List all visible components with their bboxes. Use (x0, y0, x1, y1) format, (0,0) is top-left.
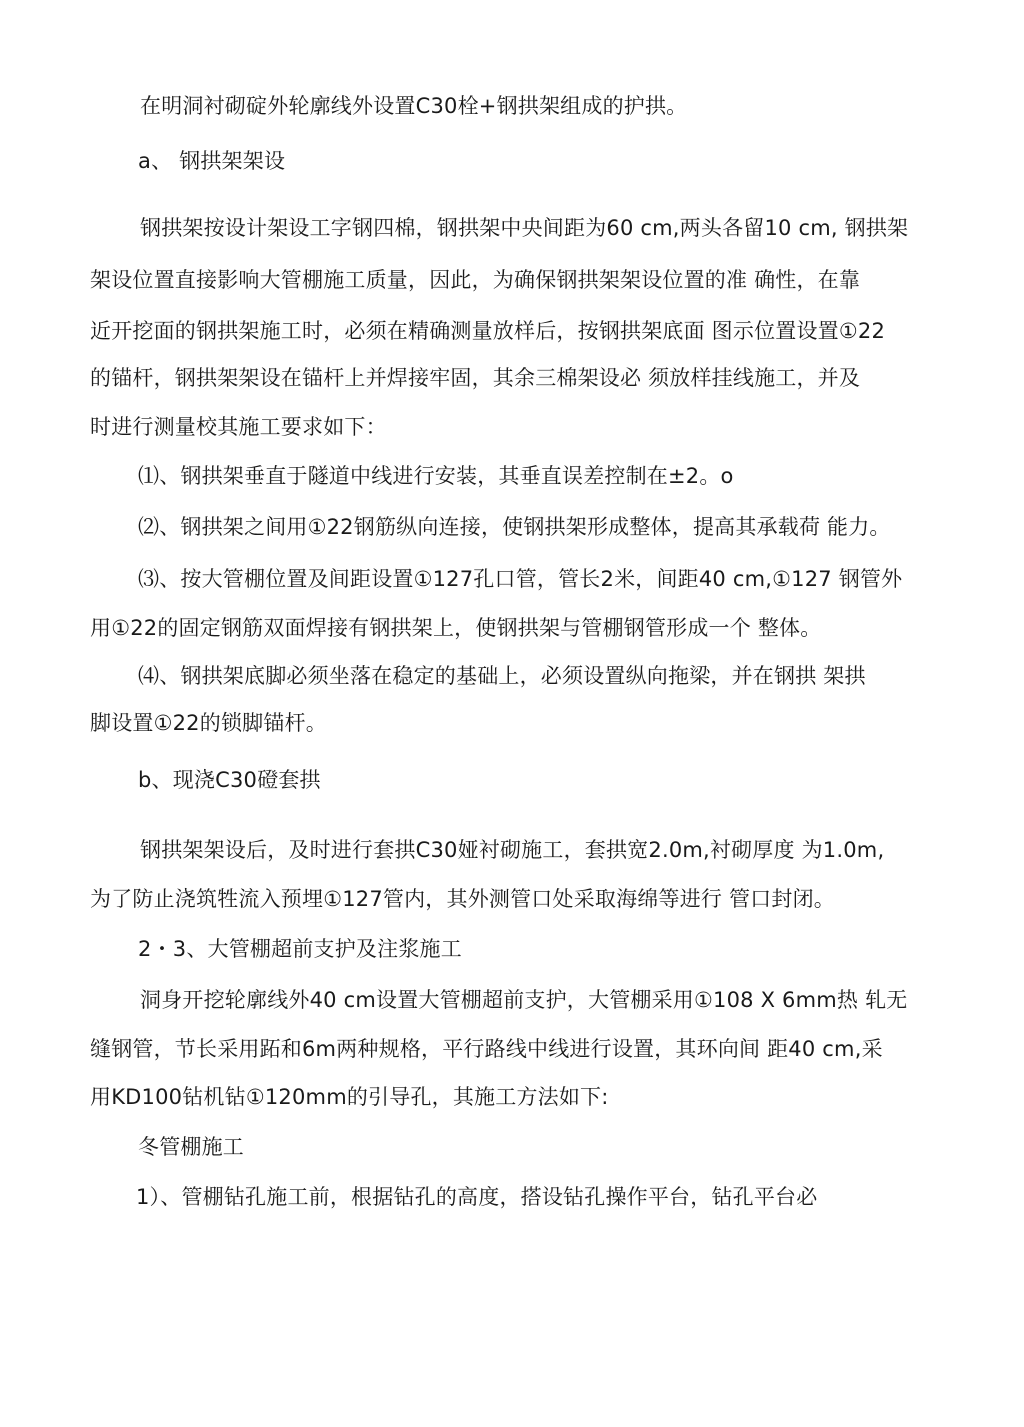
text-line: 用①22的固定钢筋双面焊接有钢拱架上，使钢拱架与管棚钢管形成一个 整体。 (90, 616, 822, 640)
text-line: 为了防止浇筑牲流入预埋①127管内，其外测管口处采取海绵等进行 管口封闭。 (90, 887, 835, 911)
text-line: 缝钢管，节长采用跖和6m两种规格，平行路线中线进行设置，其环向间 距40 cm,采 (90, 1037, 883, 1061)
subsection-heading: 冬管棚施工 (138, 1135, 244, 1159)
text-line: 的锚杆，钢拱架架设在锚杆上并焊接牢固，其余三棉架设必 须放样挂线施工，并及 (90, 366, 861, 390)
list-item-step-1: 1）、管棚钻孔施工前，根据钻孔的高度，搭设钻孔操作平台，钻孔平台必 (136, 1185, 818, 1209)
text-line: 钢拱架按设计架设工字钢四棉，钢拱架中央间距为60 cm,两头各留10 cm, 钢拱架 (140, 216, 909, 240)
section-heading-b: b、现浇C30磴套拱 (138, 768, 321, 792)
section-heading-2-3: 2・3、大管棚超前支护及注浆施工 (138, 937, 462, 961)
text-line: 时进行测量校其施工要求如下： (90, 415, 387, 439)
text-line: 近开挖面的钢拱架施工时，必须在精确测量放样后，按钢拱架底面 图示位置设置①22 (90, 319, 886, 343)
list-item-3: ⑶、按大管棚位置及间距设置①127孔口管，管长2米，间距40 cm,①127 钢管外 (138, 567, 903, 591)
text-line: 在明洞衬砌碇外轮廓线外设置C30栓+钢拱架组成的护拱。 (140, 94, 688, 118)
text-line: 架设位置直接影响大管棚施工质量，因此，为确保钢拱架架设位置的准 确性，在靠 (90, 268, 861, 292)
text-line: 脚设置①22的锁脚锚杆。 (90, 711, 327, 735)
text-line: 钢拱架架设后，及时进行套拱C30娅衬砌施工，套拱宽2.0m,衬砌厚度 为1.0m, (140, 838, 885, 862)
list-item-4: ⑷、钢拱架底脚必须坐落在稳定的基础上，必须设置纵向拖梁，并在钢拱 架拱 (138, 664, 866, 688)
section-heading-a: a、 钢拱架架设 (138, 149, 286, 173)
list-item-2: ⑵、钢拱架之间用①22钢筋纵向连接，使钢拱架形成整体，提高其承载荷 能力。 (138, 515, 891, 539)
text-line: 洞身开挖轮廓线外40 cm设置大管棚超前支护，大管棚采用①108 X 6mm热 轧无 (140, 988, 908, 1012)
list-item-1: ⑴、钢拱架垂直于隧道中线进行安装，其垂直误差控制在±2。o (138, 464, 734, 488)
text-line: 用KD100钻机钻①120mm的引导孔，其施工方法如下: (90, 1085, 609, 1109)
